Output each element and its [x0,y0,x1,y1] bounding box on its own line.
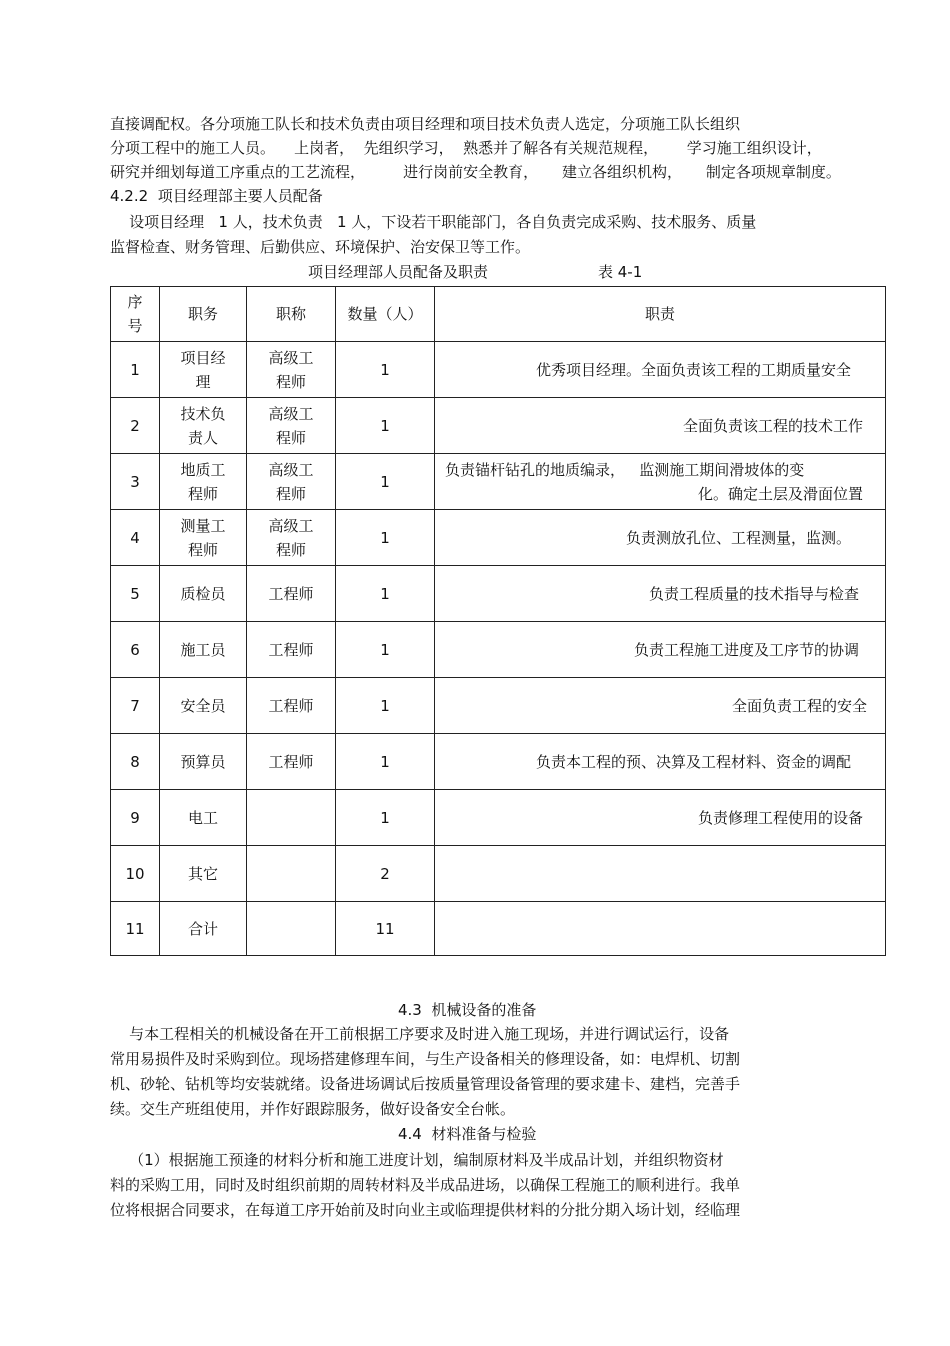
cell-duty [435,454,886,510]
header-seq: 序 号 [111,287,160,342]
section-number: 4.4 [398,1125,422,1143]
cell-count: 1 [336,510,435,566]
cell-seq: 7 [111,678,160,734]
para-4-4-line-1: （1）根据施工预逢的材料分析和施工进度计划，编制原材料及半成品计划，并组织物资材 [110,1151,724,1169]
cell-title: 高级工 程师 [247,510,336,566]
table-row [111,510,886,566]
cell-duty: 优秀项目经理。全面负责该工程的工期质量安全 [435,342,886,398]
cell-duty: 负责修理工程使用的设备 [435,790,886,846]
table-row [111,398,886,454]
para-4-2-2-line-2: 监督检查、财务管理、后勤供应、环境保护、治安保卫等工作。 [110,238,531,256]
table-row [111,566,886,622]
header-count: 数量（人） [336,287,435,342]
cell-count: 1 [336,454,435,510]
cell-duty: 全面负责该工程的技术工作 [435,398,886,454]
table-header-row [111,287,886,342]
cell-duty: 负责测放孔位、工程测量，监测。 [435,510,886,566]
section-title: 项目经理部主要人员配备 [157,187,323,205]
table-row [111,846,886,902]
cell-count: 1 [336,566,435,622]
intro-line-2: 分项工程中的施工人员。 上岗者， 先组织学习， 熟悉并了解各有关规范规程， 学习施工组织设计， [110,139,822,157]
cell-title: 高级工 程师 [247,398,336,454]
cell-seq: 4 [111,510,160,566]
para-4-3-line-1: 与本工程相关的机械设备在开工前根据工序要求及时进入施工现场，并进行调试运行，设备 [110,1025,730,1043]
cell-seq: 11 [111,902,160,956]
cell-duty: 负责工程质量的技术指导与检查 [435,566,886,622]
table-caption: 项目经理部人员配备及职责 [308,263,489,281]
cell-position: 质检员 [160,566,247,622]
cell-title: 工程师 [247,678,336,734]
cell-duty: 负责工程施工进度及工序节的协调 [435,622,886,678]
cell-duty: 全面负责工程的安全 [435,678,886,734]
cell-position: 技术负 责人 [160,398,247,454]
cell-title: 高级工 程师 [247,342,336,398]
cell-seq: 9 [111,790,160,846]
cell-position: 其它 [160,846,247,902]
cell-position: 项目经 理 [160,342,247,398]
cell-duty: 负责本工程的预、决算及工程材料、资金的调配 [435,734,886,790]
cell-count: 1 [336,342,435,398]
intro-line-3: 研究并细划每道工序重点的工艺流程， 进行岗前安全教育， 建立各组织机构， 制定各项规章制度。 [110,163,841,181]
cell-seq: 5 [111,566,160,622]
cell-seq: 6 [111,622,160,678]
section-number: 4.3 [398,1001,422,1019]
cell-seq: 3 [111,454,160,510]
para-4-3-line-4: 续。交生产班组使用，并作好跟踪服务，做好设备安全台帐。 [110,1100,516,1118]
para-4-4-line-2: 料的采购工用，同时及时组织前期的周转材料及半成品进场，以确保工程施工的顺利进行。我单 [110,1176,741,1194]
section-4-2-2-heading [110,186,323,206]
duty-line-1: 负责锚杆钻孔的地质编录， 监测施工期间滑坡体的变 [445,460,805,479]
cell-count: 11 [336,902,435,956]
header-position: 职务 [160,287,247,342]
table-row [111,454,886,510]
cell-position: 预算员 [160,734,247,790]
cell-seq: 2 [111,398,160,454]
cell-seq: 8 [111,734,160,790]
section-title: 机械设备的准备 [431,1001,537,1019]
cell-count: 1 [336,790,435,846]
cell-seq: 10 [111,846,160,902]
section-4-3-heading [398,1000,536,1020]
cell-count: 2 [336,846,435,902]
para-4-3-line-3: 机、砂轮、钻机等均安装就绪。设备进场调试后按质量管理设备管理的要求建卡、建档，完善手 [110,1075,741,1093]
duty-line-2: 化。确定土层及滑面位置 [697,484,863,503]
cell-position: 合计 [160,902,247,956]
section-title: 材料准备与检验 [431,1125,537,1143]
table-row [111,678,886,734]
cell-position: 施工员 [160,622,247,678]
cell-position: 安全员 [160,678,247,734]
cell-position: 测量工 程师 [160,510,247,566]
cell-count: 1 [336,678,435,734]
cell-title: 工程师 [247,734,336,790]
cell-count: 1 [336,734,435,790]
table-row [111,790,886,846]
cell-seq: 1 [111,342,160,398]
cell-count: 1 [336,398,435,454]
cell-title: 高级工 程师 [247,454,336,510]
staff-table [110,286,886,956]
cell-count: 1 [336,622,435,678]
cell-title [247,902,336,956]
header-duty: 职责 [435,287,886,342]
table-row [111,902,886,956]
intro-line-1: 直接调配权。各分项施工队长和技术负责由项目经理和项目技术负责人选定，分项施工队长组织 [110,115,741,133]
table-row [111,342,886,398]
para-4-4-line-3: 位将根据合同要求，在每道工序开始前及时向业主或临理提供材料的分批分期入场计划，经临理 [110,1201,741,1219]
section-4-4-heading [398,1124,536,1144]
cell-title: 工程师 [247,566,336,622]
table-row [111,734,886,790]
cell-title [247,790,336,846]
table-label: 表 4-1 [598,263,643,281]
cell-position: 地质工 程师 [160,454,247,510]
header-title: 职称 [247,287,336,342]
cell-position: 电工 [160,790,247,846]
cell-title: 工程师 [247,622,336,678]
section-number: 4.2.2 [110,187,149,205]
cell-title [247,846,336,902]
table-row [111,622,886,678]
cell-duty [435,846,886,902]
para-4-2-2-line-1: 设项目经理 1 人，技术负责 1 人，下设若干职能部门，各自负责完成采购、技术服务、质量 [110,213,757,231]
cell-duty [435,902,886,956]
para-4-3-line-2: 常用易损件及时采购到位。现场搭建修理车间，与生产设备相关的修理设备，如：电焊机、切割 [110,1050,741,1068]
